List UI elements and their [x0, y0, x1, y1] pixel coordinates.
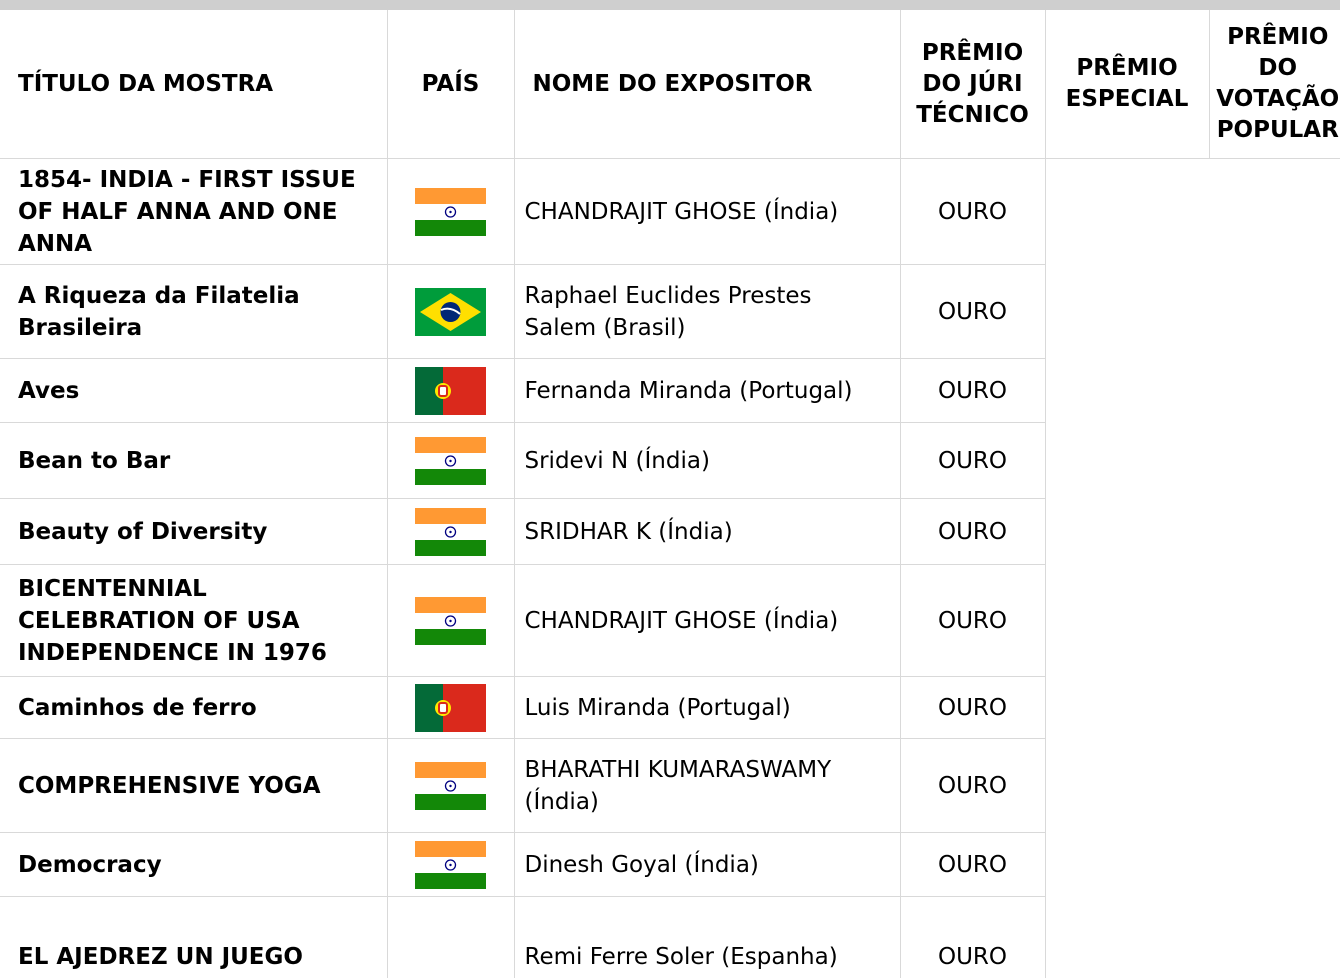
table-row [0, 159, 1340, 265]
jury-award: OURO [900, 359, 1045, 423]
header-jury-prize: PRÊMIO DO JÚRI TÉCNICO [900, 10, 1045, 159]
jury-award: OURO [900, 565, 1045, 677]
country-cell [387, 739, 514, 833]
table-row [0, 897, 1340, 978]
portugal-flag-icon [415, 377, 486, 403]
exhibitor-name: Fernanda Miranda (Portugal) [514, 359, 900, 423]
country-cell [387, 897, 514, 978]
empty-prize-cells [1045, 423, 1340, 499]
header-country: PAÍS [387, 10, 514, 159]
exhibitor-name: Luis Miranda (Portugal) [514, 677, 900, 739]
jury-award: OURO [900, 265, 1045, 359]
empty-prize-cells [1045, 265, 1340, 359]
exhibitor-name: CHANDRAJIT GHOSE (Índia) [514, 565, 900, 677]
empty-prize-cells [1045, 359, 1340, 423]
exhibit-title: COMPREHENSIVE YOGA [0, 739, 387, 833]
table-row [0, 565, 1340, 677]
empty-prize-cells [1045, 159, 1340, 265]
header-exhibitor: NOME DO EXPOSITOR [514, 10, 900, 159]
header-popular-prize: PRÊMIO DO VOTAÇÃO POPULAR [1209, 10, 1340, 159]
india-flag-icon [415, 772, 486, 798]
jury-award: OURO [900, 833, 1045, 897]
country-cell [387, 359, 514, 423]
exhibitor-name: SRIDHAR K (Índia) [514, 499, 900, 565]
country-cell [387, 677, 514, 739]
exhibitor-name: Sridevi N (Índia) [514, 423, 900, 499]
table-row [0, 499, 1340, 565]
table-row [0, 833, 1340, 897]
india-flag-icon [415, 447, 486, 473]
jury-award: OURO [900, 159, 1045, 265]
country-cell [387, 159, 514, 265]
country-cell [387, 499, 514, 565]
header-title: TÍTULO DA MOSTRA [0, 10, 387, 159]
exhibit-title: BICENTENNIAL CELEBRATION OF USA INDEPENDENCE IN 1976 [0, 565, 387, 677]
country-cell [387, 833, 514, 897]
exhibitor-name: BHARATHI KUMARASWAMY (Índia) [514, 739, 900, 833]
exhibit-title: EL AJEDREZ UN JUEGO [0, 897, 387, 978]
table-row [0, 739, 1340, 833]
exhibit-title: Aves [0, 359, 387, 423]
india-flag-icon [415, 198, 486, 224]
portugal-flag-icon [415, 694, 486, 720]
country-cell [387, 265, 514, 359]
empty-prize-cells [1045, 677, 1340, 739]
exhibitor-name: Raphael Euclides Prestes Salem (Brasil) [514, 265, 900, 359]
jury-award: OURO [900, 739, 1045, 833]
exhibit-title: 1854- INDIA - FIRST ISSUE OF HALF ANNA AND ONE ANNA [0, 159, 387, 265]
table-row [0, 677, 1340, 739]
exhibitor-name: Dinesh Goyal (Índia) [514, 833, 900, 897]
brazil-flag-icon [415, 298, 486, 324]
jury-award: OURO [900, 499, 1045, 565]
exhibit-title: Caminhos de ferro [0, 677, 387, 739]
table-row [0, 265, 1340, 359]
india-flag-icon [415, 851, 486, 877]
country-cell [387, 423, 514, 499]
top-scroll-edge [0, 0, 1340, 10]
exhibition-results-table [0, 10, 1340, 978]
table-row [0, 423, 1340, 499]
country-cell [387, 565, 514, 677]
exhibit-title: A Riqueza da Filatelia Brasileira [0, 265, 387, 359]
empty-prize-cells [1045, 565, 1340, 677]
empty-prize-cells [1045, 833, 1340, 897]
exhibit-title: Democracy [0, 833, 387, 897]
table-row [0, 359, 1340, 423]
empty-prize-cells [1045, 499, 1340, 565]
empty-prize-cells [1045, 739, 1340, 833]
empty-prize-cells [1045, 897, 1340, 978]
exhibitor-name: Remi Ferre Soler (Espanha) [514, 897, 900, 978]
header-special-prize: PRÊMIO ESPECIAL [1045, 10, 1209, 159]
exhibitor-name: CHANDRAJIT GHOSE (Índia) [514, 159, 900, 265]
jury-award: OURO [900, 677, 1045, 739]
jury-award: OURO [900, 897, 1045, 978]
table-header-row [0, 10, 1340, 159]
exhibit-title: Beauty of Diversity [0, 499, 387, 565]
exhibit-title: Bean to Bar [0, 423, 387, 499]
jury-award: OURO [900, 423, 1045, 499]
india-flag-icon [415, 607, 486, 633]
india-flag-icon [415, 518, 486, 544]
